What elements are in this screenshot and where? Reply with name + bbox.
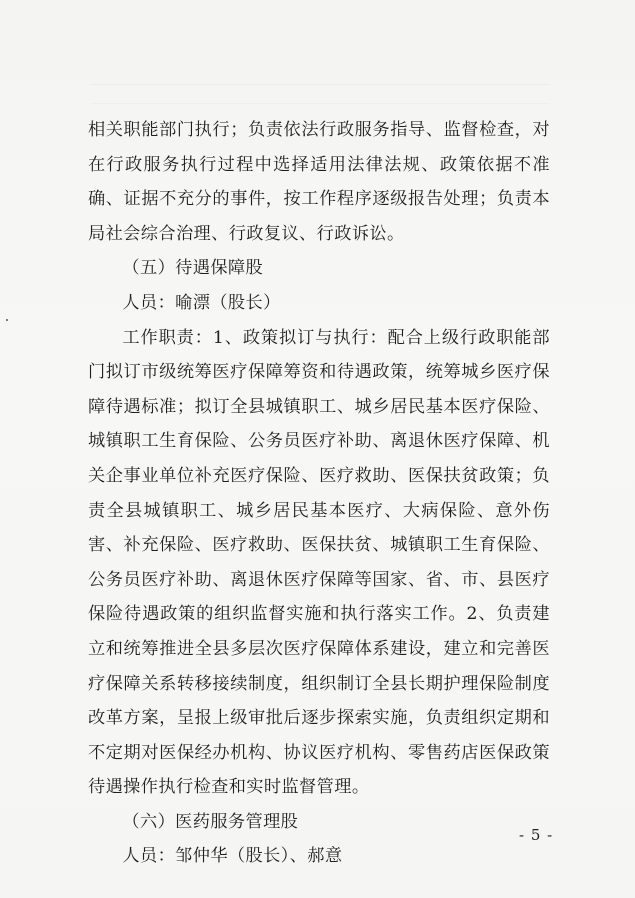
paragraph-duties-continued: 相关职能部门执行；负责依法行政服务指导、监督检查，对在行政服务执行过程中选择适用法律法规、政策依据不准确、证据不充分的事件，按工作程序逐级报告处理；负责本局社会综合治理、行政复议、行政诉讼。 [88,120,550,244]
bleed-through-artifact [90,84,550,104]
paragraph-duties-benefits: 工作职责：1、政策拟订与执行：配合上级行政职能部门拟订市级统筹医疗保障筹资和待遇政策，统筹城乡医疗保障待遇标准；拟订全县城镇职工、城乡居民基本医疗保险、城镇职工生育保险、公务员医疗补助、离退休医疗保障、机关企事业单位补充医疗保险、医疗救助、医保扶贫政策；负责全县城镇职工、城乡居民基本医疗、大病保险、意外伤害、补充保险、医疗救助、医保扶贫、城镇职工生育保险、公务员医疗补助、离退休医疗保障等国家、省、市、县医疗保险待遇政策的组织监督实施和执行落实工作。2、负责建立和统筹推进全县多层次医疗保障体系建设，建立和完善医疗保障关系转移接续制度，组织制订全县长期护理保险制度改革方案，呈报上级审批后逐步探索实施，负责组织定期和不定期对医保经办机构、协议医疗机构、零售药店医保政策待遇操作执行检查和实时监督管理。 [88,327,550,798]
scan-speck [6,319,8,321]
paragraph-personnel-benefits: 人员：喻漂（股长） [122,292,281,313]
page-number: - 5 - [519,826,554,844]
section-heading-medicine-service: （六）医药服务管理股 [122,811,299,832]
paragraph-personnel-medicine: 人员：邹仲华（股长）、郝意 [122,846,343,867]
document-body [88,113,550,874]
section-heading-benefits-guarantee: （五）待遇保障股 [122,258,264,279]
